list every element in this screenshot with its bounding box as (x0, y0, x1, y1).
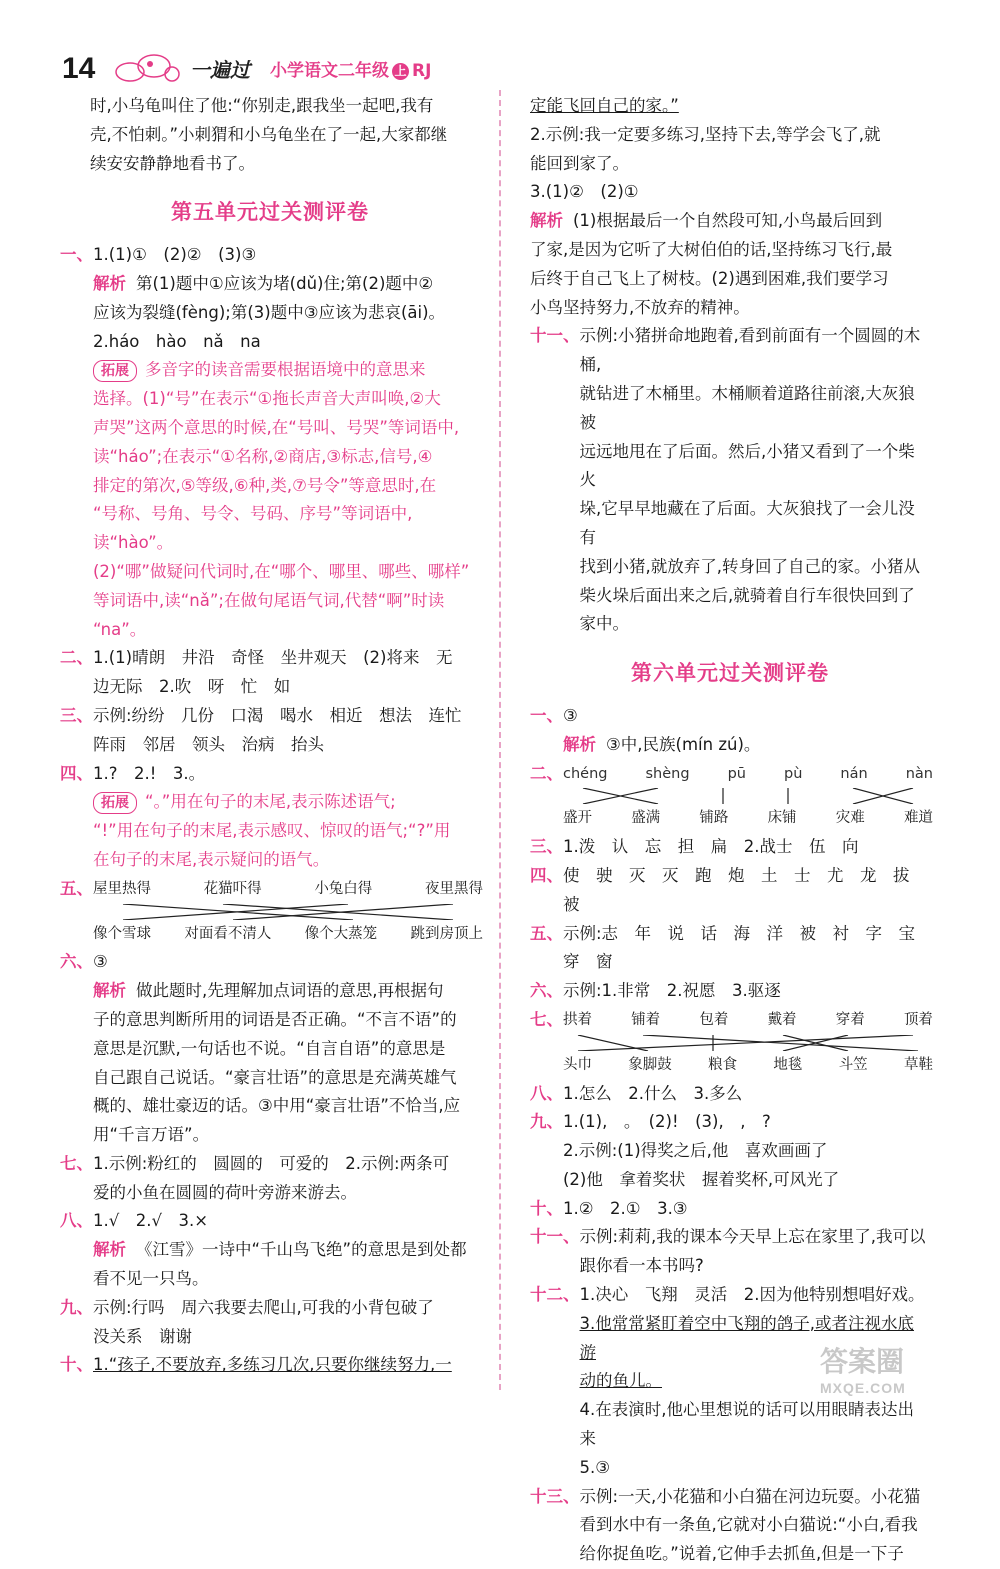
text-line: 多音字的读音需要根据语境中的意思来 (145, 360, 426, 380)
u6-question-9 (530, 1108, 930, 1194)
text-line: “na”。 (93, 619, 147, 639)
text-line: 盛满 (631, 810, 661, 827)
text-line: ③ (93, 952, 108, 972)
text-line: 难道 (903, 810, 933, 827)
text-line: MXQE.COM (820, 1380, 906, 1396)
match-bottom-3: 像个大蒸笼 (304, 925, 378, 942)
question-3 (60, 702, 480, 760)
text-line: 四、 (530, 865, 563, 885)
text-line: 远远地甩在了后面。然后,小猪又看到了一个柴火 (579, 441, 915, 490)
match-top-3: 小兔白得 (314, 880, 373, 897)
text-line: 穿着 (835, 1011, 865, 1028)
text-line: 示例:小猪拼命地跑着,看到前面有一个圆圆的木桶, (579, 326, 921, 375)
text-line: 边无际 2.吹 呀 忙 如 (93, 677, 291, 697)
u6-question-2 (530, 760, 933, 834)
text-line: “。”用在句子的末尾,表示陈述语气; (145, 792, 396, 812)
text-line: 包着 (699, 1011, 729, 1028)
column-divider (499, 90, 501, 1390)
u6-question-11 (530, 1223, 930, 1281)
text-line: ③ (563, 705, 578, 725)
text-line: 跟你看一本书吗? (579, 1256, 704, 1276)
text-line: 九、 (60, 1297, 93, 1317)
text-line: 子的意思判断所用的词语是否正确。“不言不语”的 (93, 1009, 457, 1029)
text-line: 铺着 (631, 1011, 661, 1028)
text-line: 柴火垛后面出来之后,就骑着自行车很快回到了 (579, 585, 915, 605)
text-line: 八、 (530, 1083, 563, 1103)
text-line: 小学语文二年级 (270, 61, 389, 81)
text-line: 盛开 (563, 810, 592, 827)
question-4 (60, 760, 480, 875)
text-line: 十、 (60, 1355, 93, 1375)
text-line: 能回到家了。 (530, 153, 629, 173)
question-10 (60, 1351, 480, 1380)
text-line: 三、 (60, 705, 93, 725)
text-line: 第(1)题中①应该为堵(dǔ)住;第(2)题中② (136, 273, 434, 293)
text-line: 六、 (60, 952, 93, 972)
brand-logo: 一遍过 (190, 58, 250, 82)
match-bottom-4: 跳到房顶上 (410, 925, 483, 942)
text-line: 1.(1)晴朗 井沿 奇怪 坐井观天 (2)将来 无 (93, 648, 453, 668)
text-line: (1)根据最后一个自然段可知,小鸟最后回到 (573, 211, 883, 231)
text-line: 十二、 (530, 1285, 580, 1305)
question-7 (60, 1150, 480, 1208)
text-line: 2.háo hào nǎ na (93, 331, 261, 351)
page-header (52, 44, 492, 94)
text-line: 1.(1), 。 (2)! (3), , ? (563, 1112, 771, 1132)
text-line: 头巾 (563, 1056, 592, 1073)
match-top-2: 花猫吓得 (203, 880, 262, 897)
analysis-tag: 解析 (530, 211, 563, 231)
match-top-1: 屋里热得 (93, 880, 151, 897)
text-line: 爱的小鱼在圆圆的荷叶旁游来游去。 (93, 1182, 357, 1202)
text-line: 读“háo”;在表示“①名称,②商店,③标志,信号,④ (93, 446, 433, 466)
question-5 (60, 875, 483, 949)
question-2 (60, 644, 480, 702)
text-line: 看到水中有一条鱼,它就对小白猫说:“小白,看我 (579, 1515, 918, 1535)
text-line: 意思是沉默,一句话也不说。“自言自语”的意思是 (93, 1038, 446, 1058)
analysis-tag: 解析 (93, 981, 126, 1001)
u6-question-13 (530, 1483, 930, 1569)
watermark-logo (820, 1340, 960, 1400)
u6-question-3 (530, 833, 930, 862)
question-8 (60, 1207, 480, 1293)
page-number: 14 (62, 52, 96, 85)
text-line: 十一、 (530, 1227, 580, 1247)
unit6-title: 第六单元过关测评卷 (631, 661, 829, 686)
intro-text (60, 92, 480, 178)
text-line: 时,小乌龟叫住了他:“你别走,跟我坐一起吧,我有 (90, 96, 434, 115)
text-line: 象脚鼓 (628, 1056, 672, 1073)
match-top-4: 夜里黑得 (424, 880, 483, 897)
text-line: 5.③ (579, 1457, 611, 1477)
text-line: 四、 (60, 763, 93, 783)
text-line: 用“千言万语”。 (93, 1125, 210, 1145)
text-line: 在句子的末尾,表示疑问的语气。 (93, 849, 330, 869)
text-line: 1.“孩子,不要放弃,多练习几次,只要你继续努力,一 (93, 1355, 452, 1375)
text-line: 地毯 (773, 1056, 803, 1073)
text-line: 家中。 (579, 614, 629, 634)
text-line: nàn (905, 765, 933, 782)
text-line: 斗笠 (838, 1056, 868, 1073)
decoration-icon (110, 48, 190, 88)
text-line: ③中,民族(mín zú)。 (606, 734, 761, 754)
text-line: 五、 (530, 923, 563, 943)
text-line: 3.他常常紧盯着空中飞翔的鸽子,或者注视水底游 (579, 1313, 914, 1362)
text-line: (2)“哪”做疑问代词时,在“哪个、哪里、哪些、哪样” (93, 561, 470, 581)
text-line: “!”用在句子的末尾,表示感叹、惊叹的语气;“?”用 (93, 821, 451, 841)
text-line: 1.泼 认 忘 担 扁 2.战士 伍 向 (563, 837, 859, 857)
text-line: 答案圈 (820, 1346, 905, 1377)
analysis-tag: 解析 (93, 273, 126, 293)
text-line: 2.示例:(1)得奖之后,他 喜欢画画了 (563, 1141, 828, 1161)
text-line: 戴着 (767, 1011, 797, 1028)
text-line: 十一、 (530, 326, 580, 346)
text-line: 《江雪》一诗中“千山鸟飞绝”的意思是到处都 (136, 1240, 467, 1260)
text-line: “号称、号角、号令、号码、序号”等词语中,读“hào”。 (93, 504, 413, 553)
text-line: 做此题时,先理解加点词语的意思,再根据句 (136, 981, 444, 1001)
text-line: 等词语中,读“nǎ”;在做句尾语气词,代替“啊”时读 (93, 590, 445, 610)
text-line: 垛,它早早地藏在了后面。大灰狼找了一会儿没有 (579, 499, 915, 547)
text-line: 小鸟坚持努力,不放弃的精神。 (530, 297, 750, 317)
text-line: 阵雨 邻居 领头 治病 抬头 (93, 734, 324, 754)
extension-tag: 拓展 (93, 792, 137, 814)
text-line: 续安安静静地看书了。 (90, 153, 255, 173)
u6-question-5 (530, 920, 930, 978)
text-line: 床铺 (767, 810, 797, 827)
text-line: 声哭”这两个意思的时候,在“号叫、号哭”等词语中, (93, 417, 460, 437)
text-line: 找到小猪,就放弃了,转身回了自己的家。小猪从 (579, 556, 920, 576)
u6-question-7 (530, 1006, 933, 1080)
text-line: 自己跟自己说话。“豪言壮语”的意思是充满英雄气 (93, 1067, 457, 1087)
u6-question-10 (530, 1195, 930, 1224)
text-line: 1.示例:粉红的 圆圆的 可爱的 2.示例:两条可 (93, 1153, 450, 1173)
text-line: 顶着 (903, 1011, 933, 1028)
text-line: 就钻进了木桶里。木桶顺着道路往前滚,大灰狼被 (579, 383, 915, 432)
text-line: 壳,不怕刺。”小刺猬和小乌龟坐在了一起,大家都继 (90, 124, 448, 144)
text-line: 粮食 (708, 1056, 738, 1073)
text-line: 铺路 (699, 810, 729, 827)
text-line: 排定的第次,⑤等级,⑥种,类,⑦号令”等意思时,在 (93, 475, 437, 495)
text-line: 二、 (60, 648, 93, 668)
unit5-title: 第五单元过关测评卷 (171, 200, 369, 225)
text-line: 一、 (60, 245, 93, 265)
u6-question-4 (530, 862, 930, 920)
text-line: 1.? 2.! 3.。 (93, 763, 206, 783)
text-line: 九、 (530, 1112, 563, 1132)
u6-question-6 (530, 977, 930, 1006)
text-line: 1.② 2.① 3.③ (563, 1198, 688, 1218)
text-line: 3.(1)② (2)① (530, 182, 639, 202)
text-line: 2.示例:我一定要多练习,坚持下去,等学会飞了,就 (530, 124, 881, 144)
text-line: 六、 (530, 981, 563, 1001)
text-line: 示例:行吗 周六我要去爬山,可我的小背包破了 (93, 1297, 434, 1317)
matching-lines (563, 1035, 933, 1051)
text-line: 示例:志 年 说 话 海 洋 被 衬 字 宝 (563, 923, 916, 943)
text-line: 动的鱼儿。 (579, 1371, 662, 1391)
text-line: pù (784, 765, 803, 782)
question-1 (60, 241, 480, 644)
text-line: 1.(1)① (2)② (3)③ (93, 245, 257, 265)
text-line: 后终于自己飞上了树枝。(2)遇到困难,我们要学习 (530, 268, 889, 288)
u6-question-8 (530, 1080, 930, 1109)
text-line: 选择。(1)“号”在表示“①拖长声音大声叫唤,②大 (93, 389, 441, 409)
question-11 (530, 322, 930, 639)
text-line: RJ (412, 61, 432, 81)
match-bottom-1: 像个雪球 (93, 925, 151, 942)
text-line: 1.怎么 2.什么 3.多么 (563, 1083, 743, 1103)
text-line: 灾难 (835, 810, 865, 827)
text-line: nán (840, 765, 868, 782)
text-line: 穿 窗 (563, 952, 613, 972)
continued-text: 定能飞回自己的家。” (530, 96, 679, 115)
text-line: 看不见一只鸟。 (93, 1269, 209, 1289)
text-line: 示例:莉莉,我的课本今天早上忘在家里了,我可以 (579, 1227, 926, 1247)
analysis-tag: 解析 (563, 734, 596, 754)
text-line: 了家,是因为它听了大树伯伯的话,坚持练习飞行,最 (530, 239, 893, 259)
text-line: chéng (563, 765, 608, 782)
text-line: 八、 (60, 1211, 93, 1231)
left-column (60, 92, 483, 1380)
book-subtitle (270, 56, 431, 81)
text-line: 三、 (530, 837, 563, 857)
text-line: shèng (645, 765, 690, 782)
text-line: 草鞋 (903, 1056, 933, 1073)
extension-tag: 拓展 (93, 360, 137, 382)
analysis-tag: 解析 (93, 1240, 126, 1260)
match-bottom-2: 对面看不清人 (184, 925, 272, 942)
text-line: 七、 (530, 1009, 563, 1029)
text-line: 使 驶 灭 灭 跑 炮 土 士 尤 龙 拔 被 (563, 865, 926, 914)
u6-question-1 (530, 702, 930, 760)
text-line: 1.决心 飞翔 灵活 2.因为他特别想唱好戏。 (579, 1285, 925, 1305)
text-line: 拱着 (563, 1011, 592, 1028)
question-9 (60, 1294, 480, 1352)
text-line: 五、 (60, 878, 93, 898)
question-6 (60, 948, 480, 1150)
text-line: 十、 (530, 1198, 563, 1218)
text-line: 没关系 谢谢 (93, 1326, 192, 1346)
text-line: 1.√ 2.√ 3.× (93, 1211, 209, 1231)
text-line: 一、 (530, 705, 563, 725)
matching-lines (563, 788, 933, 804)
text-line: pū (727, 765, 746, 782)
text-line: 二、 (530, 763, 563, 783)
matching-lines (93, 904, 483, 920)
text-line: 4.在表演时,他心里想说的话可以用眼睛表达出来 (579, 1400, 914, 1449)
text-line: (2)他 拿着奖状 握着奖杯,可风光了 (563, 1169, 840, 1189)
volume-badge: 上 (392, 63, 409, 80)
text-line: 十三、 (530, 1486, 580, 1506)
text-line: 七、 (60, 1153, 93, 1173)
text-line: 示例:1.非常 2.祝愿 3.驱逐 (563, 981, 781, 1001)
text-line: 给你捉鱼吃。”说着,它伸手去抓鱼,但是一下子 (579, 1544, 904, 1564)
text-line: 应该为裂缝(fèng);第(3)题中③应该为悲哀(āi)。 (93, 302, 446, 322)
text-line: 概的、雄壮豪迈的话。③中用“豪言壮语”不恰当,应 (93, 1096, 461, 1116)
text-line: 示例:一天,小花猫和小白猫在河边玩耍。小花猫 (579, 1486, 921, 1506)
text-line: 示例:纷纷 几份 口渴 喝水 相近 想法 连忙 (93, 705, 462, 725)
